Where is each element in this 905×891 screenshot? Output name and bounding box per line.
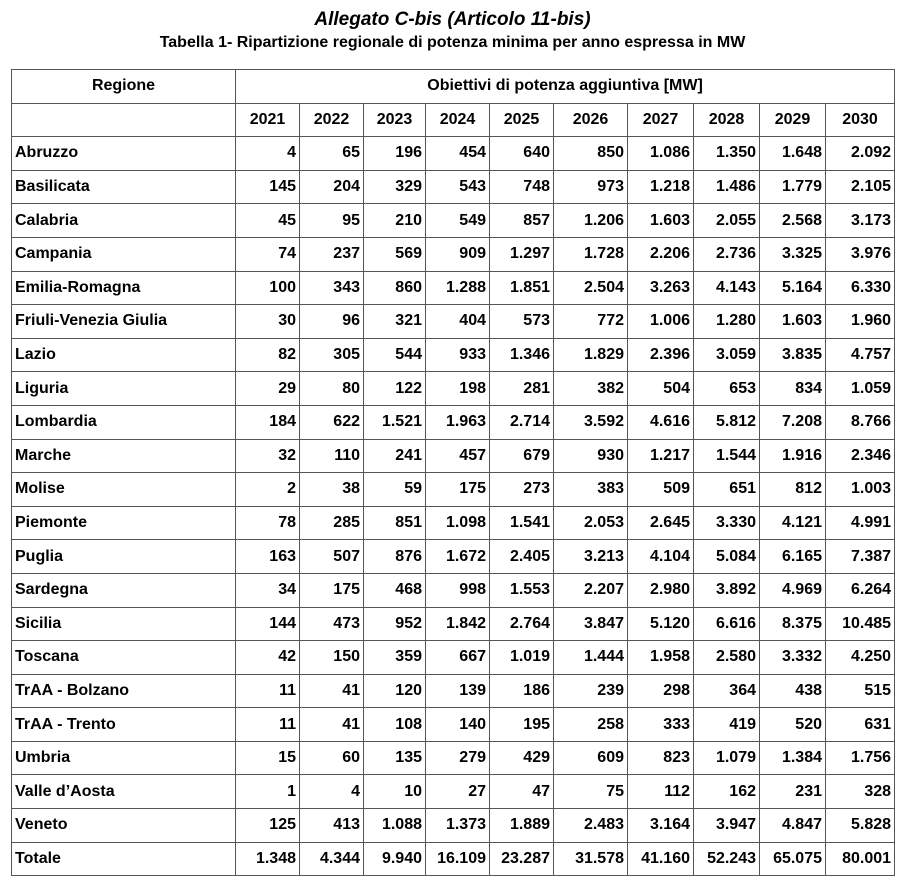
value-cell: 41.160 [628,842,694,876]
value-cell: 4.104 [628,540,694,574]
value-cell: 47 [490,775,554,809]
region-name-cell: TrAA - Trento [12,708,236,742]
value-cell: 359 [364,641,426,675]
value-cell: 454 [426,137,490,171]
table-row [12,708,895,742]
value-cell: 162 [694,775,760,809]
document-heading [0,0,905,54]
value-cell: 139 [426,674,490,708]
value-cell: 6.165 [760,540,826,574]
value-cell: 3.325 [760,237,826,271]
value-cell: 1 [236,775,300,809]
value-cell: 10 [364,775,426,809]
value-cell: 933 [426,338,490,372]
value-cell: 2.568 [760,204,826,238]
value-cell: 1.851 [490,271,554,305]
value-cell: 4.847 [760,809,826,843]
region-name-cell: TrAA - Bolzano [12,674,236,708]
value-cell: 679 [490,439,554,473]
value-cell: 4.121 [760,506,826,540]
value-cell: 41 [300,708,364,742]
value-cell: 413 [300,809,364,843]
region-name-cell: Marche [12,439,236,473]
value-cell: 1.541 [490,506,554,540]
value-cell: 2.645 [628,506,694,540]
value-cell: 909 [426,237,490,271]
value-cell: 952 [364,607,426,641]
value-cell: 75 [554,775,628,809]
value-cell: 74 [236,237,300,271]
value-cell: 1.553 [490,573,554,607]
year-header: 2029 [760,103,826,137]
value-cell: 285 [300,506,364,540]
value-cell: 1.889 [490,809,554,843]
year-header: 2021 [236,103,300,137]
table-row [12,137,895,171]
value-cell: 108 [364,708,426,742]
value-cell: 2.736 [694,237,760,271]
value-cell: 573 [490,305,554,339]
value-cell: 2.980 [628,573,694,607]
value-cell: 1.373 [426,809,490,843]
value-cell: 1.958 [628,641,694,675]
value-cell: 1.288 [426,271,490,305]
table-row [12,506,895,540]
value-cell: 5.084 [694,540,760,574]
value-cell: 231 [760,775,826,809]
value-cell: 457 [426,439,490,473]
value-cell: 1.444 [554,641,628,675]
value-cell: 95 [300,204,364,238]
value-cell: 135 [364,741,426,775]
value-cell: 5.164 [760,271,826,305]
value-cell: 1.916 [760,439,826,473]
value-cell: 6.616 [694,607,760,641]
header-row-group [12,70,895,104]
value-cell: 4.344 [300,842,364,876]
value-cell: 653 [694,372,760,406]
value-cell: 2.207 [554,573,628,607]
value-cell: 7.208 [760,405,826,439]
value-cell: 52.243 [694,842,760,876]
value-cell: 196 [364,137,426,171]
value-cell: 569 [364,237,426,271]
value-cell: 4.969 [760,573,826,607]
document-title: Allegato C-bis (Articolo 11-bis) [314,9,591,30]
region-name-cell: Basilicata [12,170,236,204]
value-cell: 7.387 [826,540,895,574]
value-cell: 468 [364,573,426,607]
table-row [12,540,895,574]
table-row [12,237,895,271]
value-cell: 364 [694,674,760,708]
value-cell: 23.287 [490,842,554,876]
value-cell: 438 [760,674,826,708]
value-cell: 42 [236,641,300,675]
value-cell: 549 [426,204,490,238]
value-cell: 622 [300,405,364,439]
value-cell: 473 [300,607,364,641]
value-cell: 1.486 [694,170,760,204]
region-name-cell: Molise [12,473,236,507]
value-cell: 144 [236,607,300,641]
value-cell: 100 [236,271,300,305]
value-cell: 333 [628,708,694,742]
year-header: 2026 [554,103,628,137]
value-cell: 125 [236,809,300,843]
value-cell: 4.991 [826,506,895,540]
table-row [12,573,895,607]
value-cell: 1.648 [760,137,826,171]
table-row [12,405,895,439]
value-cell: 930 [554,439,628,473]
value-cell: 851 [364,506,426,540]
region-name-cell: Lazio [12,338,236,372]
value-cell: 110 [300,439,364,473]
value-cell: 2.405 [490,540,554,574]
value-cell: 3.164 [628,809,694,843]
value-cell: 4 [236,137,300,171]
value-cell: 544 [364,338,426,372]
value-cell: 38 [300,473,364,507]
value-cell: 11 [236,708,300,742]
value-cell: 31.578 [554,842,628,876]
value-cell: 5.120 [628,607,694,641]
value-cell: 198 [426,372,490,406]
value-cell: 772 [554,305,628,339]
value-cell: 175 [426,473,490,507]
value-cell: 298 [628,674,694,708]
value-cell: 1.603 [628,204,694,238]
value-cell: 3.059 [694,338,760,372]
region-name-cell: Abruzzo [12,137,236,171]
group-column-header: Obiettivi di potenza aggiuntiva [MW] [236,70,895,104]
value-cell: 186 [490,674,554,708]
value-cell: 163 [236,540,300,574]
value-cell: 241 [364,439,426,473]
year-header: 2022 [300,103,364,137]
region-name-cell: Puglia [12,540,236,574]
value-cell: 973 [554,170,628,204]
value-cell: 1.544 [694,439,760,473]
value-cell: 834 [760,372,826,406]
value-cell: 2.092 [826,137,895,171]
value-cell: 429 [490,741,554,775]
table-row [12,338,895,372]
value-cell: 8.375 [760,607,826,641]
value-cell: 3.263 [628,271,694,305]
power-targets-table [11,69,895,876]
header-row-years [12,103,895,137]
value-cell: 823 [628,741,694,775]
value-cell: 1.086 [628,137,694,171]
value-cell: 2.483 [554,809,628,843]
value-cell: 2.206 [628,237,694,271]
value-cell: 2.053 [554,506,628,540]
value-cell: 812 [760,473,826,507]
value-cell: 45 [236,204,300,238]
value-cell: 1.297 [490,237,554,271]
value-cell: 404 [426,305,490,339]
value-cell: 3.976 [826,237,895,271]
value-cell: 321 [364,305,426,339]
value-cell: 4.143 [694,271,760,305]
value-cell: 6.330 [826,271,895,305]
value-cell: 2.055 [694,204,760,238]
year-header: 2023 [364,103,426,137]
table-row [12,372,895,406]
value-cell: 80 [300,372,364,406]
value-cell: 5.812 [694,405,760,439]
year-header: 2025 [490,103,554,137]
value-cell: 2.346 [826,439,895,473]
value-cell: 1.960 [826,305,895,339]
table-row [12,204,895,238]
value-cell: 667 [426,641,490,675]
value-cell: 80.001 [826,842,895,876]
value-cell: 543 [426,170,490,204]
table-row [12,439,895,473]
value-cell: 96 [300,305,364,339]
value-cell: 850 [554,137,628,171]
value-cell: 4 [300,775,364,809]
value-cell: 1.006 [628,305,694,339]
value-cell: 3.592 [554,405,628,439]
value-cell: 4.250 [826,641,895,675]
value-cell: 2.764 [490,607,554,641]
region-name-cell: Calabria [12,204,236,238]
value-cell: 1.079 [694,741,760,775]
value-cell: 4.616 [628,405,694,439]
value-cell: 1.521 [364,405,426,439]
region-name-cell: Campania [12,237,236,271]
value-cell: 876 [364,540,426,574]
region-name-cell: Sicilia [12,607,236,641]
value-cell: 145 [236,170,300,204]
value-cell: 78 [236,506,300,540]
year-header: 2030 [826,103,895,137]
value-cell: 258 [554,708,628,742]
value-cell: 15 [236,741,300,775]
value-cell: 1.088 [364,809,426,843]
value-cell: 150 [300,641,364,675]
value-cell: 328 [826,775,895,809]
value-cell: 1.217 [628,439,694,473]
value-cell: 2.396 [628,338,694,372]
value-cell: 509 [628,473,694,507]
value-cell: 1.728 [554,237,628,271]
region-name-cell: Toscana [12,641,236,675]
value-cell: 120 [364,674,426,708]
value-cell: 329 [364,170,426,204]
region-name-cell: Lombardia [12,405,236,439]
region-name-cell: Veneto [12,809,236,843]
value-cell: 1.779 [760,170,826,204]
value-cell: 60 [300,741,364,775]
value-cell: 1.348 [236,842,300,876]
value-cell: 204 [300,170,364,204]
value-cell: 82 [236,338,300,372]
table-row [12,809,895,843]
table-row [12,170,895,204]
value-cell: 10.485 [826,607,895,641]
value-cell: 305 [300,338,364,372]
region-name-cell: Emilia-Romagna [12,271,236,305]
value-cell: 651 [694,473,760,507]
value-cell: 3.835 [760,338,826,372]
value-cell: 34 [236,573,300,607]
value-cell: 1.350 [694,137,760,171]
table-row [12,741,895,775]
value-cell: 9.940 [364,842,426,876]
table-row [12,473,895,507]
region-column-header: Regione [12,70,236,104]
value-cell: 1.963 [426,405,490,439]
value-cell: 175 [300,573,364,607]
value-cell: 520 [760,708,826,742]
value-cell: 515 [826,674,895,708]
value-cell: 1.003 [826,473,895,507]
value-cell: 1.098 [426,506,490,540]
value-cell: 3.330 [694,506,760,540]
value-cell: 507 [300,540,364,574]
value-cell: 184 [236,405,300,439]
value-cell: 383 [554,473,628,507]
value-cell: 41 [300,674,364,708]
value-cell: 998 [426,573,490,607]
value-cell: 860 [364,271,426,305]
region-name-cell: Valle d’Aosta [12,775,236,809]
value-cell: 5.828 [826,809,895,843]
value-cell: 382 [554,372,628,406]
value-cell: 281 [490,372,554,406]
value-cell: 2.714 [490,405,554,439]
table-row [12,775,895,809]
value-cell: 279 [426,741,490,775]
value-cell: 29 [236,372,300,406]
value-cell: 3.892 [694,573,760,607]
value-cell: 16.109 [426,842,490,876]
value-cell: 3.947 [694,809,760,843]
value-cell: 3.847 [554,607,628,641]
value-cell: 631 [826,708,895,742]
value-cell: 419 [694,708,760,742]
value-cell: 1.672 [426,540,490,574]
value-cell: 1.756 [826,741,895,775]
value-cell: 65 [300,137,364,171]
value-cell: 857 [490,204,554,238]
table-caption: Tabella 1- Ripartizione regionale di potenza minima per anno espressa in MW [159,34,746,51]
table-row [12,271,895,305]
value-cell: 2.105 [826,170,895,204]
table-row [12,305,895,339]
value-cell: 140 [426,708,490,742]
year-header: 2028 [694,103,760,137]
value-cell: 2.504 [554,271,628,305]
table-row [12,607,895,641]
blank-header-cell [12,103,236,137]
region-name-cell: Liguria [12,372,236,406]
value-cell: 6.264 [826,573,895,607]
year-header: 2024 [426,103,490,137]
value-cell: 3.213 [554,540,628,574]
value-cell: 30 [236,305,300,339]
value-cell: 122 [364,372,426,406]
value-cell: 2.580 [694,641,760,675]
value-cell: 609 [554,741,628,775]
value-cell: 1.842 [426,607,490,641]
value-cell: 65.075 [760,842,826,876]
value-cell: 4.757 [826,338,895,372]
value-cell: 59 [364,473,426,507]
value-cell: 8.766 [826,405,895,439]
value-cell: 1.346 [490,338,554,372]
region-name-cell: Umbria [12,741,236,775]
value-cell: 112 [628,775,694,809]
value-cell: 1.384 [760,741,826,775]
value-cell: 1.603 [760,305,826,339]
value-cell: 237 [300,237,364,271]
region-name-cell: Friuli-Venezia Giulia [12,305,236,339]
value-cell: 2 [236,473,300,507]
value-cell: 3.173 [826,204,895,238]
region-name-cell: Piemonte [12,506,236,540]
value-cell: 748 [490,170,554,204]
value-cell: 504 [628,372,694,406]
table-row [12,674,895,708]
value-cell: 1.280 [694,305,760,339]
value-cell: 343 [300,271,364,305]
table-row [12,641,895,675]
value-cell: 1.019 [490,641,554,675]
value-cell: 1.059 [826,372,895,406]
value-cell: 195 [490,708,554,742]
value-cell: 640 [490,137,554,171]
value-cell: 1.206 [554,204,628,238]
year-header: 2027 [628,103,694,137]
region-name-cell: Sardegna [12,573,236,607]
value-cell: 239 [554,674,628,708]
region-name-cell: Totale [12,842,236,876]
value-cell: 210 [364,204,426,238]
value-cell: 1.218 [628,170,694,204]
value-cell: 11 [236,674,300,708]
value-cell: 27 [426,775,490,809]
total-row [12,842,895,876]
value-cell: 1.829 [554,338,628,372]
value-cell: 3.332 [760,641,826,675]
value-cell: 273 [490,473,554,507]
table-body [12,137,895,876]
value-cell: 32 [236,439,300,473]
